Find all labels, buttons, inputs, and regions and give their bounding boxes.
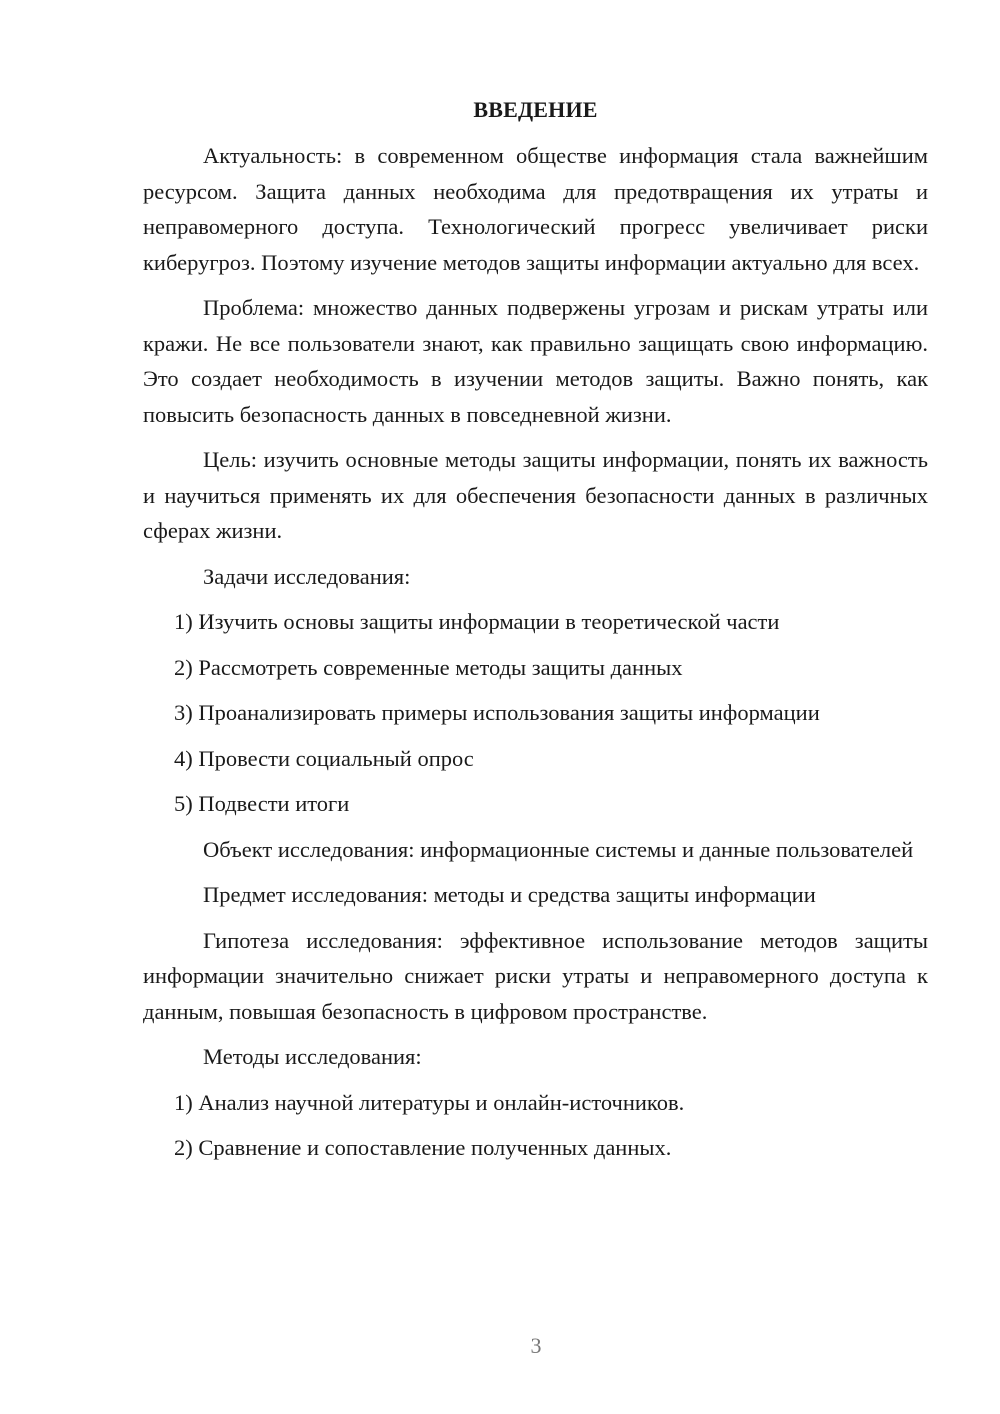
method-item: 1) Анализ научной литературы и онлайн-источников.: [174, 1089, 685, 1115]
method-item: 2) Сравнение и сопоставление полученных данных.: [174, 1135, 672, 1160]
task-item: 4) Провести социальный опрос: [174, 745, 474, 771]
task-item: 1) Изучить основы защиты информации в теоретической части: [174, 609, 780, 634]
goal-paragraph: Цель: изучить основные методы защиты информации, понять их важность и научиться применять их для обеспечения безопасности данных в различных сферах жизни.: [143, 447, 928, 543]
object-paragraph: Объект исследования: информационные системы и данные пользователей: [203, 836, 914, 862]
relevance-paragraph: Актуальность: в современном обществе информация стала важнейшим ресурсом. Защита данных необходима для предотвращения их утраты и неправомерного доступа. Технологический прогресс увеличивает риски киберугроз. Поэтому изучение методов защиты информации актуально для всех.: [143, 143, 928, 275]
hypothesis-paragraph: Гипотеза исследования: эффективное использование методов защиты информации значительно снижает риски утраты и неправомерного доступа к данным, повышая безопасность в цифровом пространстве.: [143, 927, 928, 1024]
page-content: [143, 92, 928, 1176]
task-item: 3) Проанализировать примеры использования защиты информации: [174, 700, 820, 725]
task-item: 2) Рассмотреть современные методы защиты данных: [174, 654, 683, 680]
subject-paragraph: Предмет исследования: методы и средства защиты информации: [203, 882, 816, 907]
problem-paragraph: Проблема: множество данных подвержены угрозам и рискам утраты или кражи. Не все пользователи знают, как правильно защищать свою информацию. Это создает необходимость в изучении методов защиты. Важно понять, как повысить безопасность данных в повседневной жизни.: [143, 295, 928, 427]
page-number: 3: [530, 1333, 542, 1358]
methods-heading: Методы исследования:: [203, 1044, 422, 1069]
task-item: 5) Подвести итоги: [174, 791, 350, 816]
section-title: ВВЕДЕНИЕ: [473, 97, 598, 122]
tasks-heading: Задачи исследования:: [203, 563, 411, 589]
